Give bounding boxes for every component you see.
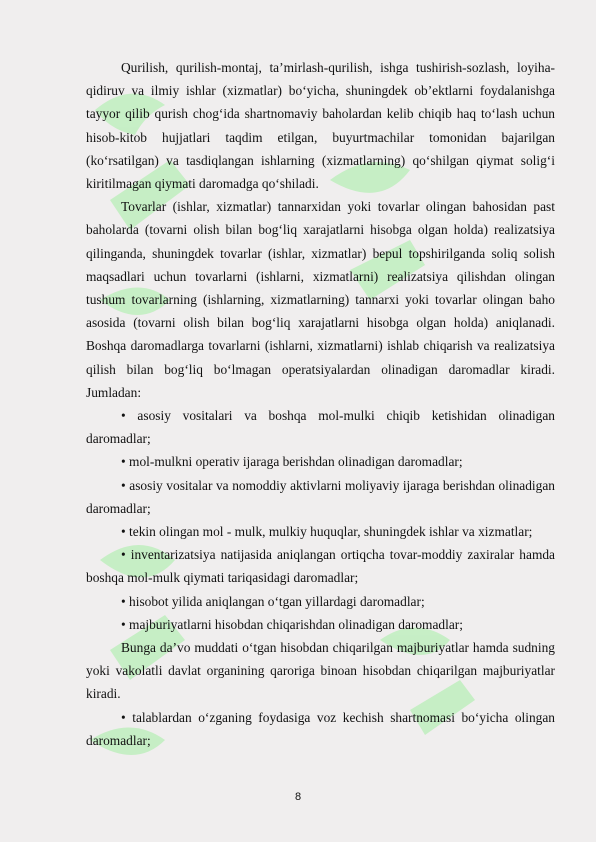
paragraph: Qurilish, qurilish-montaj, ta’mirlash-qurilish, ishga tushirish-sozlash, loyiha-qidiruv va ilmiy ishlar (xizmatlar) bo‘yicha, shuningdek ob’ektlarni foydalanishga tayyor qilib qurish chog‘ida shartnomaviy baholardan kelib chiqib haq to‘lash uchun hisob-kitob hujjatlari taqdim etilgan, buyurtmachilar tomonidan bajarilgan (ko‘rsatilgan) va tasdiqlangan ishlarning (xizmatlarning) qo‘shilgan qiymat solig‘i kiritilmagan qiymati daromadga qo‘shiladi. — [86, 60, 555, 192]
document-body — [86, 56, 555, 752]
bullet-item: • inventarizatsiya natijasida aniqlangan ortiqcha tovar-moddiy zaxiralar hamda boshqa mol-mulk qiymati tariqasidagi daromadlar; — [86, 547, 555, 586]
bullet-item: • hisobot yilida aniqlangan o‘tgan yillardagi daromadlar; — [121, 593, 425, 609]
page-number: 8 — [294, 791, 302, 803]
bullet-item: • mol-mulkni operativ ijaraga berishdan olinadigan daromadlar; — [121, 454, 463, 470]
bullet-item: • asosiy vositalari va boshqa mol-mulki chiqib ketishidan olinadigan daromadlar; — [86, 408, 555, 447]
bullet-item: • asosiy vositalar va nomoddiy aktivlarni moliyaviy ijaraga berishdan olinadigan daromadlar; — [86, 477, 555, 516]
paragraph: Bunga da’vo muddati o‘tgan hisobdan chiqarilgan majburiyatlar hamda sudning yoki vakolatli davlat organining qaroriga binoan hisobdan chiqarilgan majburiyatlar kiradi. — [86, 640, 555, 702]
bullet-item: • tekin olingan mol - mulk, mulkiy huquqlar, shuningdek ishlar va xizmatlar; — [121, 524, 533, 540]
bullet-item: • talablardan o‘zganing foydasiga voz kechish shartnomasi bo‘yicha olingan daromadlar; — [86, 709, 555, 748]
paragraph: Tovarlar (ishlar, xizmatlar) tannarxidan yoki tovarlar olingan bahosidan past baholarda (tovarni olish bilan bog‘liq xarajatlarni hisobga olgan holda) realizatsiya qilinganda, shuningdek tovarlar (ishlar, xizmatlar) bepul topshirilganda soliq solish maqsadlari uchun tovarlarni (ishlarni, xizmatlarni) realizatsiya qilishdan olingan tushum tovarlarning (ishlarning, xizmatlarning) tannarxi yoki tovarlar olingan baho asosida (tovarni olish bilan bog‘liq xarajatlarni hisobga olgan holda) aniqlanadi. Boshqa daromadlarga tovarlarni (ishlarni, xizmatlarni) ishlab chiqarish va realizatsiya qilish bilan bog‘liq bo‘lmagan operatsiyalardan olinadigan daromadlar kiradi. Jumladan: — [86, 199, 555, 400]
bullet-item: • majburiyatlarni hisobdan chiqarishdan olinadigan daromadlar; — [121, 616, 463, 632]
